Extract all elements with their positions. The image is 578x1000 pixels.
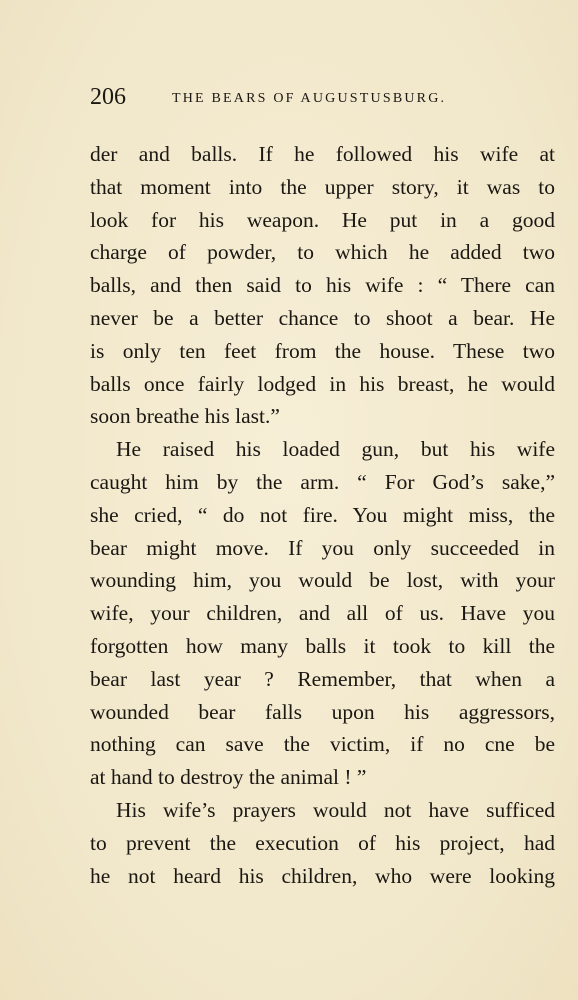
text-line: caught him by the arm. “ For God’s sake,” xyxy=(90,469,555,494)
text-line: charge of powder, to which he added two xyxy=(90,240,555,265)
text-line: He raised his loaded gun, but his wife xyxy=(116,437,555,462)
text-line: der and balls. If he followed his wife at xyxy=(90,142,555,166)
text-line: he not heard his children, who were looking xyxy=(90,863,555,888)
text-line: at hand to destroy the animal ! ” xyxy=(90,765,367,790)
page-header xyxy=(90,84,560,114)
page-number: 206 xyxy=(90,84,126,110)
text-line: His wife’s prayers would not have sufficed xyxy=(116,797,555,822)
body-text xyxy=(90,138,555,892)
text-line: nothing can save the victim, if no cne be xyxy=(90,732,555,757)
text-line: wounded bear falls upon his aggressors, xyxy=(90,699,555,724)
text-line: she cried, “ do not fire. You might miss, the xyxy=(90,502,555,527)
text-line: is only ten feet from the house. These two xyxy=(90,338,555,363)
text-line: balls once fairly lodged in his breast, he would xyxy=(90,371,555,396)
text-line: look for his weapon. He put in a good xyxy=(90,207,555,232)
text-line: forgotten how many balls it took to kill the xyxy=(90,633,555,658)
text-line: never be a better chance to shoot a bear. He xyxy=(90,305,555,330)
text-line: bear might move. If you only succeeded in xyxy=(90,535,555,560)
running-title: THE BEARS OF AUGUSTUSBURG. xyxy=(172,91,447,106)
text-line: to prevent the execution of his project, had xyxy=(90,830,555,855)
text-line: balls, and then said to his wife : “ There can xyxy=(90,273,555,298)
text-line: soon breathe his last.” xyxy=(90,404,280,429)
text-line: wife, your children, and all of us. Have you xyxy=(90,601,555,626)
text-line: bear last year ? Remember, that when a xyxy=(90,666,555,691)
text-line: wounding him, you would be lost, with your xyxy=(90,568,555,593)
text-line: that moment into the upper story, it was to xyxy=(90,174,555,199)
